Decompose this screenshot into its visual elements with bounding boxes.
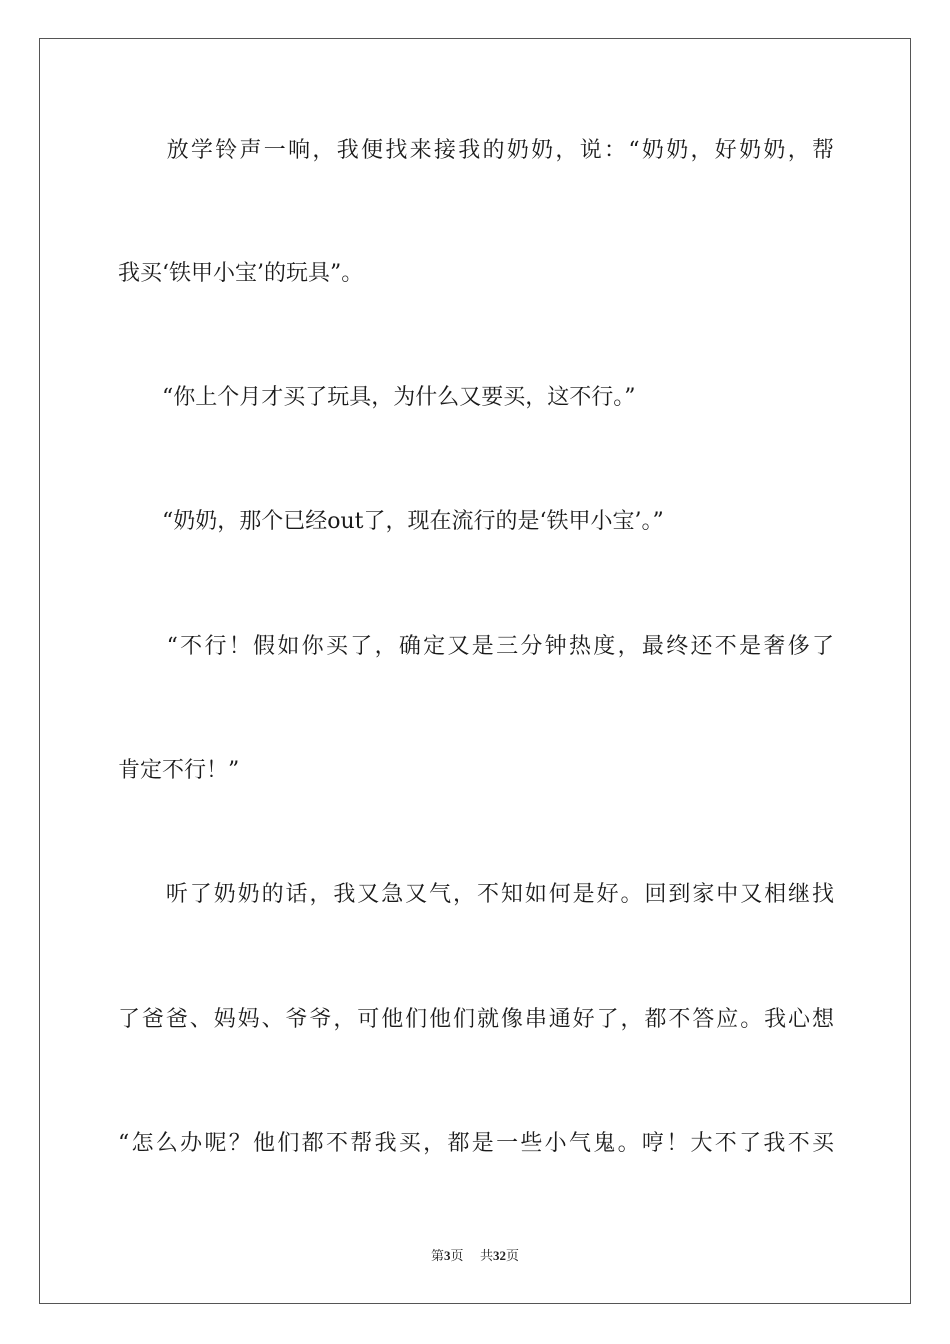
page-prefix: 第	[430, 1249, 444, 1264]
total-prefix: 共	[480, 1249, 494, 1264]
page-current: 3	[443, 1248, 451, 1263]
page-border	[39, 38, 911, 1304]
page-footer	[0, 1245, 950, 1264]
total-unit: 页	[506, 1249, 520, 1264]
text-line-9: “怎么办呢？他们都不帮我买，都是一些小气鬼。哼！大不了我不买	[118, 1131, 834, 1156]
text-line-5: “不行！假如你买了，确定又是三分钟热度，最终还不是奢侈了	[118, 634, 834, 659]
text-line-6: 肯定不行！”	[118, 758, 240, 783]
page-unit: 页	[450, 1249, 464, 1264]
text-line-3: “你上个月才买了玩具，为什么又要买，这不行。”	[118, 385, 636, 410]
text-line-7: 听了奶奶的话，我又急又气，不知如何是好。回到家中又相继找	[118, 882, 834, 907]
text-line-2: 我买‘铁甲小宝’的玩具”。	[118, 261, 364, 286]
text-line-4: “奶奶，那个已经out了，现在流行的是‘铁甲小宝’。”	[118, 509, 664, 534]
page-total: 32	[493, 1248, 507, 1263]
text-line-1: 放学铃声一响，我便找来接我的奶奶，说：“奶奶，好奶奶，帮	[118, 138, 834, 163]
text-line-8: 了爸爸、妈妈、爷爷，可他们他们就像串通好了，都不答应。我心想	[118, 1007, 834, 1032]
